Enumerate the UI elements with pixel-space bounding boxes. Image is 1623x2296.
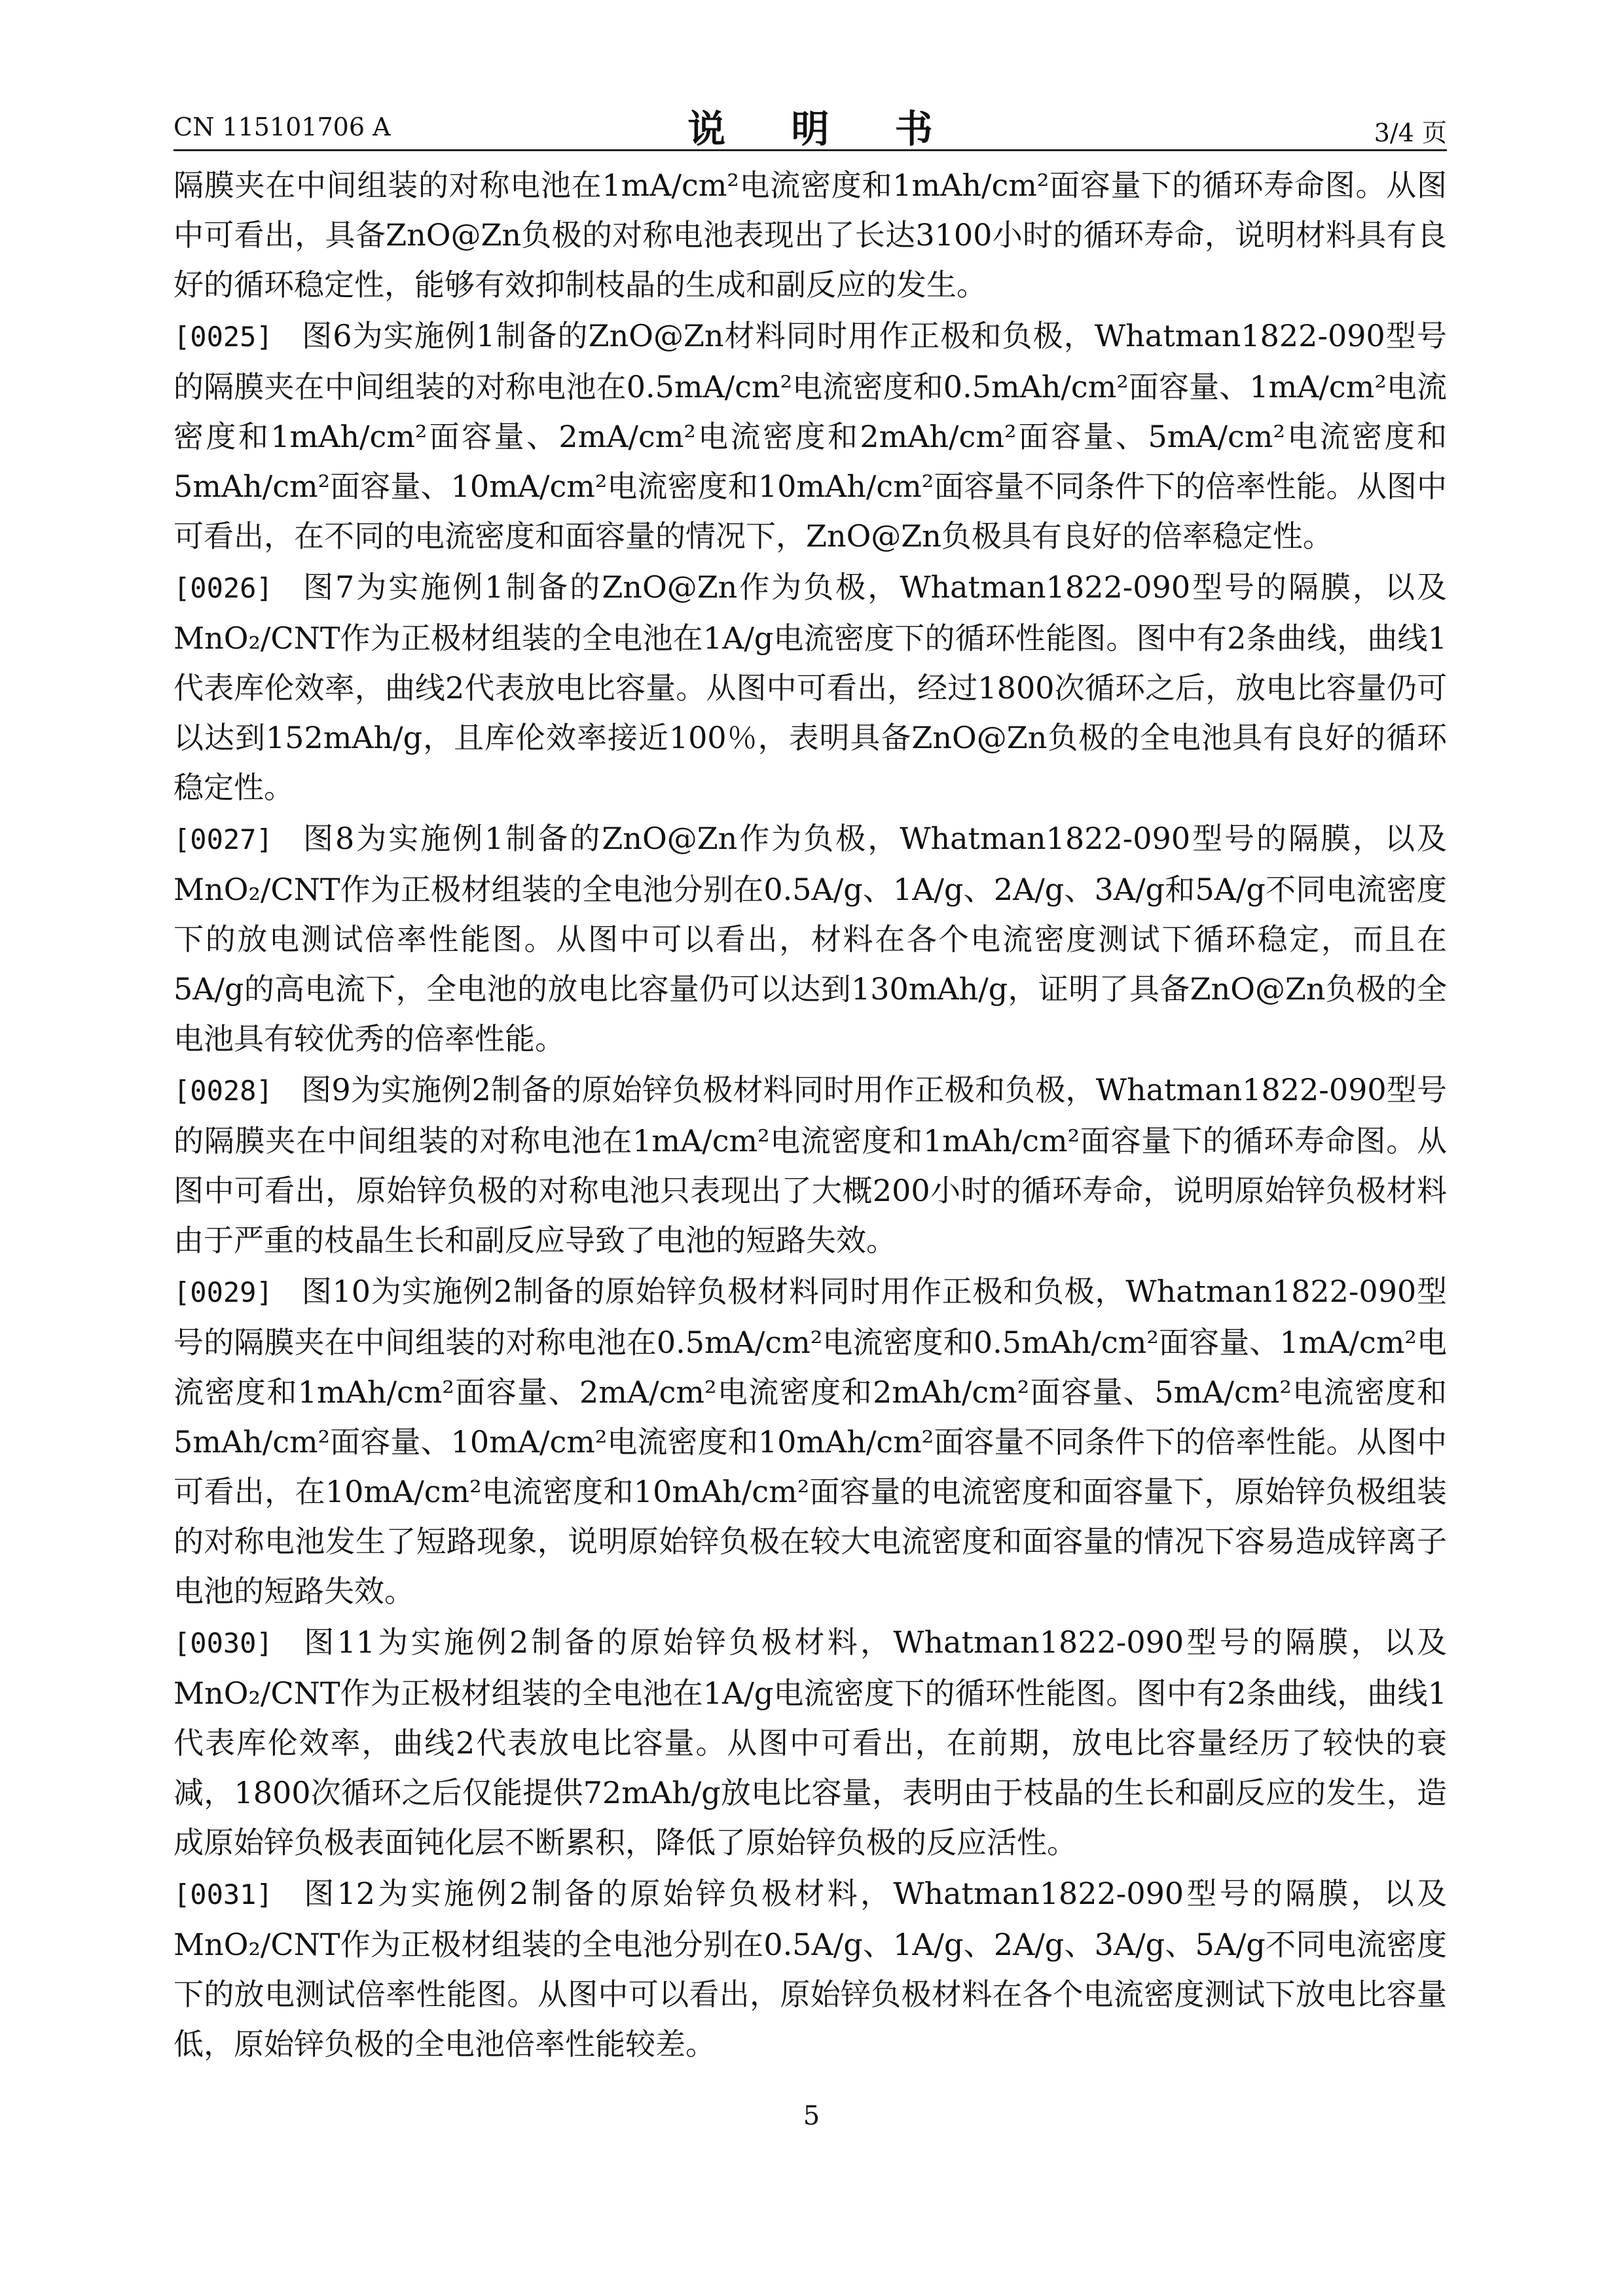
paragraph-number: [0030] (173, 1627, 273, 1659)
paragraph-number: [0027] (173, 823, 273, 855)
header-divider (173, 149, 1447, 151)
paragraph-0025 (173, 311, 1447, 561)
paragraph-number: [0028] (173, 1075, 273, 1107)
paragraph-text: 图6为实施例1制备的ZnO@Zn材料同时用作正极和负极，Whatman1822-090型号的隔膜夹在中间组装的对称电池在0.5mA/cm²电流密度和0.5mAh/cm²面容量、1mA/cm²电流密度和1mAh/cm²面容量、2mA/cm²电流密度和2mAh/cm²面容量、5mA/cm²电流密度和5mAh/cm²面容量、10mA/cm²电流密度和10mAh/cm²面容量不同条件下的倍率性能。从图中可看出，在不同的电流密度和面容量的情况下，ZnO@Zn负极具有良好的倍率稳定性。 (173, 318, 1447, 554)
paragraph-0029 (173, 1266, 1447, 1616)
paragraph-number: [0026] (173, 572, 273, 604)
document-title: 说 明 书 (687, 107, 959, 151)
page-header (173, 98, 1447, 151)
paragraph-number: [0025] (173, 321, 273, 353)
paragraph-text: 图10为实施例2制备的原始锌负极材料同时用作正极和负极，Whatman1822-090型号的隔膜夹在中间组装的对称电池在0.5mA/cm²电流密度和0.5mAh/cm²面容量、1mA/cm²电流密度和1mAh/cm²面容量、2mA/cm²电流密度和2mAh/cm²面容量、5mA/cm²电流密度和5mAh/cm²面容量、10mA/cm²电流密度和10mAh/cm²面容量不同条件下的倍率性能。从图中可看出，在10mA/cm²电流密度和10mAh/cm²面容量的电流密度和面容量下，原始锌负极组装的对称电池发生了短路现象，说明原始锌负极在较大电流密度和面容量的情况下容易造成锌离子电池的短路失效。 (173, 1274, 1447, 1609)
paragraph-number: [0029] (173, 1276, 273, 1308)
body-text (173, 160, 1447, 2070)
paragraph-0031 (173, 1869, 1447, 2069)
paragraph-0028 (173, 1065, 1447, 1265)
paragraph-0027 (173, 814, 1447, 1064)
paragraph-text: 图9为实施例2制备的原始锌负极材料同时用作正极和负极，Whatman1822-090型号的隔膜夹在中间组装的对称电池在1mA/cm²电流密度和1mAh/cm²面容量下的循环寿命图。从图中可看出，原始锌负极的对称电池只表现出了大概200小时的循环寿命，说明原始锌负极材料由于严重的枝晶生长和副反应导致了电池的短路失效。 (173, 1072, 1447, 1258)
paragraph-text: 图7为实施例1制备的ZnO@Zn作为负极，Whatman1822-090型号的隔膜，以及MnO₂/CNT作为正极材组装的全电池在1A/g电流密度下的循环性能图。图中有2条曲线，曲线1代表库伦效率，曲线2代表放电比容量。从图中可看出，经过1800次循环之后，放电比容量仍可以达到152mAh/g，且库伦效率接近100％，表明具备ZnO@Zn负极的全电池具有良好的循环稳定性。 (173, 569, 1447, 805)
paragraph-continuation (173, 160, 1447, 310)
paragraph-0030 (173, 1617, 1447, 1867)
paragraph-text: 图8为实施例1制备的ZnO@Zn作为负极，Whatman1822-090型号的隔膜，以及MnO₂/CNT作为正极材组装的全电池分别在0.5A/g、1A/g、2A/g、3A/g和5A/g不同电流密度下的放电测试倍率性能图。从图中可以看出，材料在各个电流密度测试下循环稳定，而且在5A/g的高电流下，全电池的放电比容量仍可以达到130mAh/g，证明了具备ZnO@Zn负极的全电池具有较优秀的倍率性能。 (173, 821, 1448, 1056)
paragraph-text: 隔膜夹在中间组装的对称电池在1mA/cm²电流密度和1mAh/cm²面容量下的循环寿命图。从图中可看出，具备ZnO@Zn负极的对称电池表现出了长达3100小时的循环寿命，说明材料具有良好的循环稳定性，能够有效抑制枝晶的生成和副反应的发生。 (173, 168, 1447, 302)
page-number: 5 (803, 2101, 820, 2131)
page-indicator: 3/4 页 (1374, 118, 1447, 147)
document-number: CN 115101706 A (173, 113, 391, 141)
paragraph-text: 图12为实施例2制备的原始锌负极材料，Whatman1822-090型号的隔膜，以及MnO₂/CNT作为正极材组装的全电池分别在0.5A/g、1A/g、2A/g、3A/g、5A/g不同电流密度下的放电测试倍率性能图。从图中可以看出，原始锌负极材料在各个电流密度测试下放电比容量低，原始锌负极的全电池倍率性能较差。 (173, 1876, 1448, 2062)
paragraph-text: 图11为实施例2制备的原始锌负极材料，Whatman1822-090型号的隔膜，以及MnO₂/CNT作为正极材组装的全电池在1A/g电流密度下的循环性能图。图中有2条曲线，曲线1代表库伦效率，曲线2代表放电比容量。从图中可看出，在前期，放电比容量经历了较快的衰减，1800次循环之后仅能提供72mAh/g放电比容量，表明由于枝晶的生长和副反应的发生，造成原始锌负极表面钝化层不断累积，降低了原始锌负极的反应活性。 (173, 1624, 1447, 1860)
paragraph-0026 (173, 562, 1447, 812)
paragraph-number: [0031] (173, 1878, 273, 1910)
